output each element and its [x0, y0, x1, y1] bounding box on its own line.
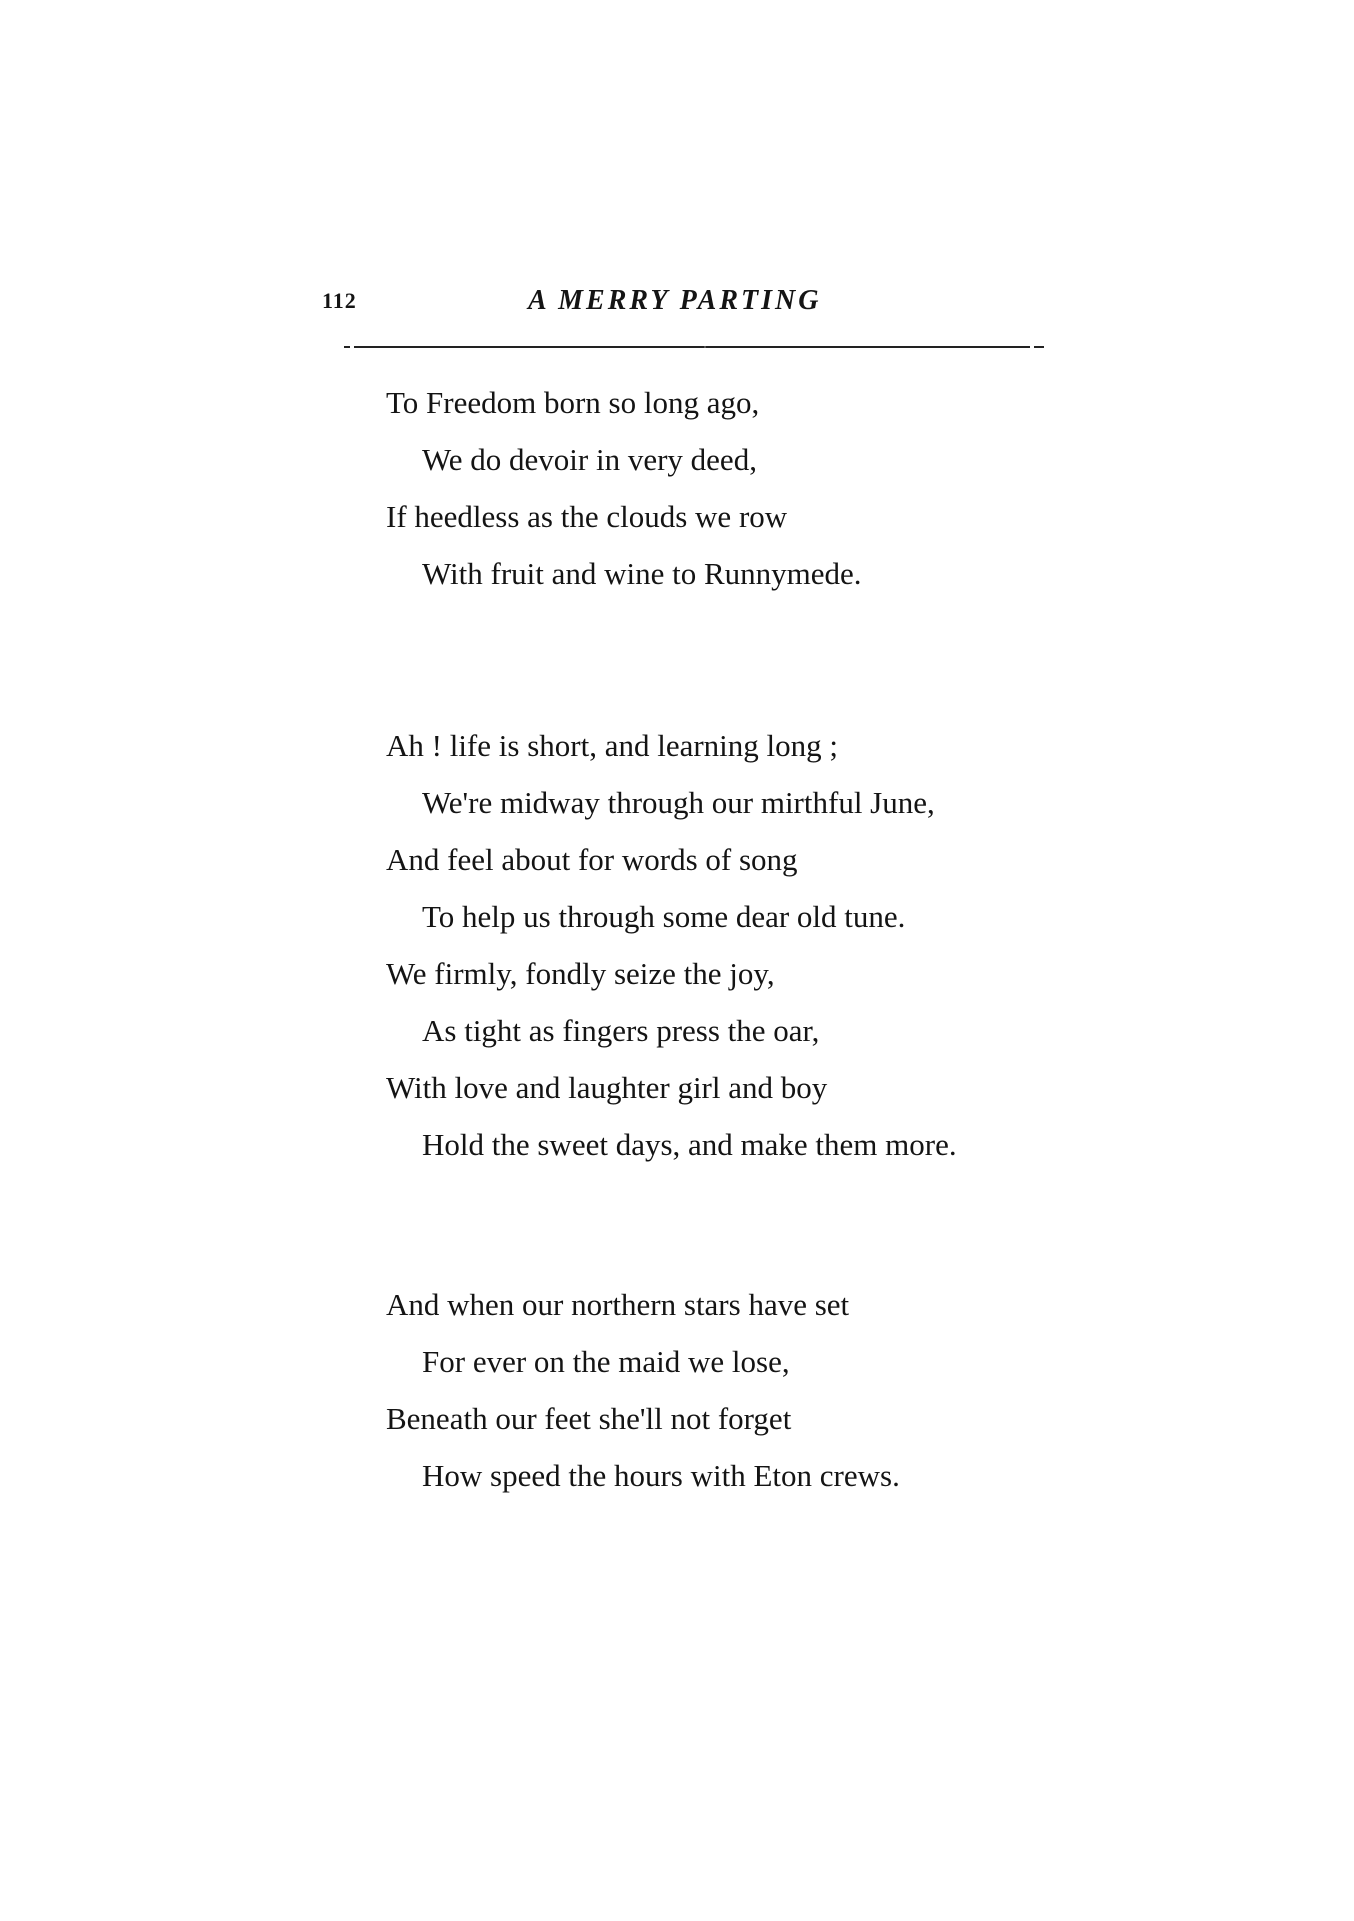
- verse-line: We're midway through our mirthful June,: [422, 785, 935, 820]
- verse-line: And when our northern stars have set: [386, 1287, 850, 1322]
- verse-line: To Freedom born so long ago,: [386, 385, 760, 420]
- verse-line: Ah ! life is short, and learning long ;: [386, 728, 838, 763]
- verse-line: With fruit and wine to Runnymede.: [422, 556, 862, 591]
- verse-line: Beneath our feet she'll not forget: [386, 1401, 792, 1436]
- verse-line: Hold the sweet days, and make them more.: [422, 1127, 957, 1162]
- verse-line: We do devoir in very deed,: [422, 442, 757, 477]
- verse-line: How speed the hours with Eton crews.: [422, 1458, 900, 1493]
- verse-line: And feel about for words of song: [386, 842, 798, 877]
- verse-line: To help us through some dear old tune.: [422, 899, 906, 934]
- page-number: 112: [322, 288, 357, 313]
- stanza-1: [386, 374, 862, 602]
- header-rule: [344, 346, 1044, 348]
- verse-line: For ever on the maid we lose,: [422, 1344, 790, 1379]
- stanza-3: [386, 1276, 900, 1504]
- verse-line: If heedless as the clouds we row: [386, 499, 788, 534]
- verse-line: We firmly, fondly seize the joy,: [386, 956, 775, 991]
- stanza-2: [386, 717, 957, 1173]
- verse-line: With love and laughter girl and boy: [386, 1070, 828, 1105]
- verse-line: As tight as fingers press the oar,: [422, 1013, 820, 1048]
- running-title: A MERRY PARTING: [528, 285, 822, 316]
